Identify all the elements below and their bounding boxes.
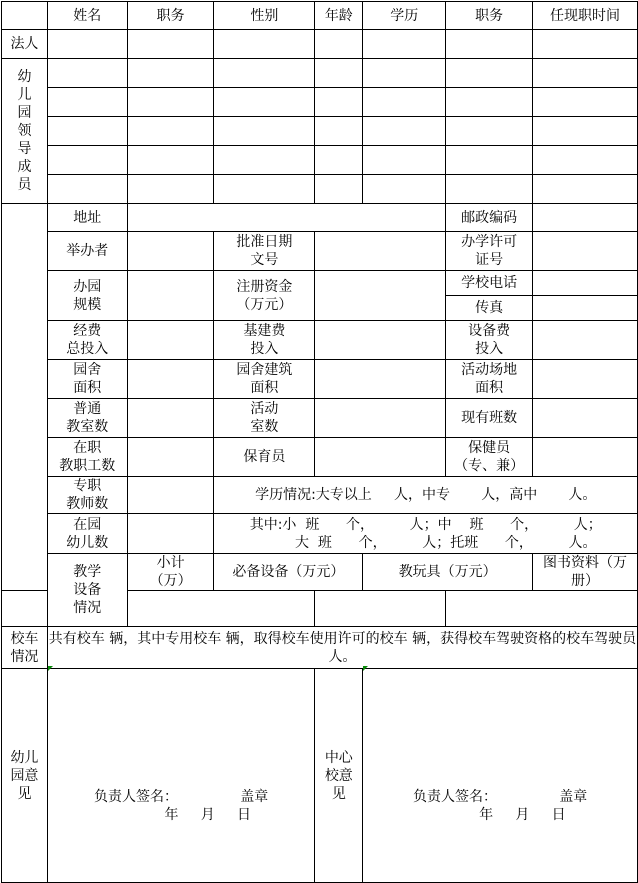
input-cell[interactable] [214, 88, 315, 117]
kindergarten-signature-area[interactable]: 负责人签名： 盖章 年 月 日 [47, 669, 314, 883]
equipment-subtotal-input[interactable] [2, 591, 48, 627]
input-cell[interactable] [127, 30, 214, 59]
header-position: 职务 [127, 2, 214, 30]
input-cell[interactable] [446, 30, 533, 59]
approval-label: 批准日期 文号 [214, 232, 315, 271]
input-cell[interactable] [214, 117, 315, 146]
capital-input[interactable] [315, 271, 446, 321]
class-count-label: 现有班数 [446, 399, 533, 438]
kindergarten-registration-table [1, 1, 638, 883]
funding-row [2, 321, 638, 360]
address-input[interactable] [127, 204, 445, 232]
class-count-input[interactable] [533, 399, 638, 438]
children-row [2, 514, 638, 554]
opinion-row [2, 669, 638, 883]
input-cell[interactable] [533, 88, 638, 117]
area-row [2, 360, 638, 399]
input-cell[interactable] [127, 117, 214, 146]
header-name: 姓名 [47, 2, 127, 30]
activity-area-input[interactable] [533, 360, 638, 399]
staff-label: 在职 教职工数 [47, 438, 127, 477]
building-area-label: 园舍 面积 [47, 360, 127, 399]
organizer-input[interactable] [127, 232, 214, 271]
fax-label: 传真 [446, 296, 533, 321]
input-cell[interactable] [363, 88, 446, 117]
teachers-input[interactable] [127, 477, 214, 514]
organizer-label: 举办者 [47, 232, 127, 271]
center-opinion-label: 中心 校意 见 [315, 669, 363, 883]
input-cell[interactable] [533, 59, 638, 88]
equipment-fee-input[interactable] [533, 321, 638, 360]
activity-room-input[interactable] [315, 399, 446, 438]
scale-input[interactable] [127, 271, 214, 321]
header-gender: 性别 [214, 2, 315, 30]
capital-label: 注册资金 （万元） [214, 271, 315, 321]
input-cell[interactable] [446, 146, 533, 175]
address-row [2, 204, 638, 232]
input-cell[interactable] [47, 175, 127, 204]
scale-label: 办园 规模 [47, 271, 127, 321]
classroom-input[interactable] [127, 399, 214, 438]
classroom-row [2, 399, 638, 438]
teachers-label: 专职 教师数 [47, 477, 127, 514]
staff-row [2, 438, 638, 477]
leader-row [2, 175, 638, 204]
funding-input[interactable] [127, 321, 214, 360]
scale-row [2, 271, 638, 296]
phone-label: 学校电话 [446, 271, 533, 296]
bus-row [2, 627, 638, 669]
license-input[interactable] [533, 232, 638, 271]
input-cell[interactable] [47, 88, 127, 117]
input-cell[interactable] [446, 88, 533, 117]
header-row [2, 2, 638, 30]
leader-row [2, 146, 638, 175]
corner-cell [2, 2, 48, 30]
equipment-label: 教学 设备 情况 [47, 554, 127, 627]
classroom-label: 普通 教室数 [47, 399, 127, 438]
building-construct-input[interactable] [315, 360, 446, 399]
equipment-toys-input[interactable] [315, 591, 446, 627]
input-cell[interactable] [315, 30, 363, 59]
input-cell[interactable] [363, 175, 446, 204]
header-position-2: 职务 [446, 2, 533, 30]
health-label: 保健员 （专、兼） [446, 438, 533, 477]
input-cell[interactable] [533, 146, 638, 175]
input-cell[interactable] [315, 88, 363, 117]
legal-person-label: 法人 [2, 30, 48, 59]
input-cell[interactable] [47, 30, 127, 59]
organizer-row [2, 232, 638, 271]
staff-input[interactable] [127, 438, 214, 477]
legal-person-row [2, 30, 638, 59]
input-cell[interactable] [127, 59, 214, 88]
leader-row [2, 59, 638, 88]
input-cell[interactable] [214, 146, 315, 175]
input-cell[interactable] [127, 175, 214, 204]
input-cell[interactable] [315, 59, 363, 88]
info-blank-cell [2, 204, 48, 591]
postcode-input[interactable] [533, 204, 638, 232]
input-cell[interactable] [315, 175, 363, 204]
header-age: 年龄 [315, 2, 363, 30]
input-cell[interactable] [363, 146, 446, 175]
children-detail-text[interactable]: 其中:小 班 个， 人；中 班 个， 人； 大 班 个， 人；托班 个， 人。 [214, 514, 638, 554]
approval-input[interactable] [315, 232, 446, 271]
input-cell[interactable] [214, 30, 315, 59]
input-cell[interactable] [315, 146, 363, 175]
center-signature-area[interactable]: 负责人签名： 盖章 年 月 日 [363, 669, 638, 883]
activity-area-label: 活动场地 面积 [446, 360, 533, 399]
input-cell[interactable] [533, 30, 638, 59]
license-label: 办学许可 证号 [446, 232, 533, 271]
nurse-input[interactable] [315, 438, 446, 477]
input-cell[interactable] [47, 117, 127, 146]
input-cell[interactable] [533, 117, 638, 146]
construction-input[interactable] [315, 321, 446, 360]
equipment-fee-label: 设备费 投入 [446, 321, 533, 360]
address-label: 地址 [47, 204, 127, 232]
nurse-label: 保育员 [214, 438, 315, 477]
equipment-required-input[interactable] [127, 591, 315, 627]
header-education: 学历 [363, 2, 446, 30]
activity-room-label: 活动 室数 [214, 399, 315, 438]
header-tenure: 任现职时间 [533, 2, 638, 30]
input-cell[interactable] [363, 59, 446, 88]
input-cell[interactable] [533, 175, 638, 204]
phone-input[interactable] [533, 271, 638, 296]
equipment-header-row [2, 554, 638, 591]
building-construct-label: 园舍建筑 面积 [214, 360, 315, 399]
input-cell[interactable] [47, 146, 127, 175]
input-cell[interactable] [315, 117, 363, 146]
bus-text[interactable]: 共有校车 辆，其中专用校车 辆，取得校车使用许可的校车 辆，获得校车驾驶资格的校车驾驶员 人。 [47, 627, 637, 669]
input-cell[interactable] [47, 59, 127, 88]
fax-input[interactable] [533, 296, 638, 321]
equipment-subtotal-label: 小计 （万） [127, 554, 214, 591]
input-cell[interactable] [127, 88, 214, 117]
input-cell[interactable] [446, 117, 533, 146]
construction-label: 基建费 投入 [214, 321, 315, 360]
funding-label: 经费 总投入 [47, 321, 127, 360]
equipment-books-label: 图书资料（万册） [533, 554, 638, 591]
teachers-row [2, 477, 638, 514]
input-cell[interactable] [127, 146, 214, 175]
input-cell[interactable] [214, 59, 315, 88]
children-input[interactable] [127, 514, 214, 554]
leadership-label: 幼 儿 园 领 导 成 员 [2, 59, 48, 204]
equipment-required-label: 必备设备（万元） [214, 554, 363, 591]
input-cell[interactable] [363, 117, 446, 146]
leader-row [2, 88, 638, 117]
input-cell[interactable] [363, 30, 446, 59]
cell-marker [363, 666, 368, 671]
bus-label: 校车 情况 [2, 627, 48, 669]
cell-marker [48, 666, 53, 671]
health-input[interactable] [533, 438, 638, 477]
kindergarten-opinion-label: 幼儿 园意 见 [2, 669, 48, 883]
equipment-books-input[interactable] [446, 591, 638, 627]
equipment-toys-label: 教玩具（万元） [363, 554, 533, 591]
input-cell[interactable] [446, 175, 533, 204]
children-label: 在园 幼儿数 [47, 514, 127, 554]
teacher-education-text[interactable]: 学历情况:大专以上 人，中专 人，高中 人。 [214, 477, 638, 514]
input-cell[interactable] [214, 175, 315, 204]
building-area-input[interactable] [127, 360, 214, 399]
leader-row [2, 117, 638, 146]
input-cell[interactable] [446, 59, 533, 88]
postcode-label: 邮政编码 [446, 204, 533, 232]
